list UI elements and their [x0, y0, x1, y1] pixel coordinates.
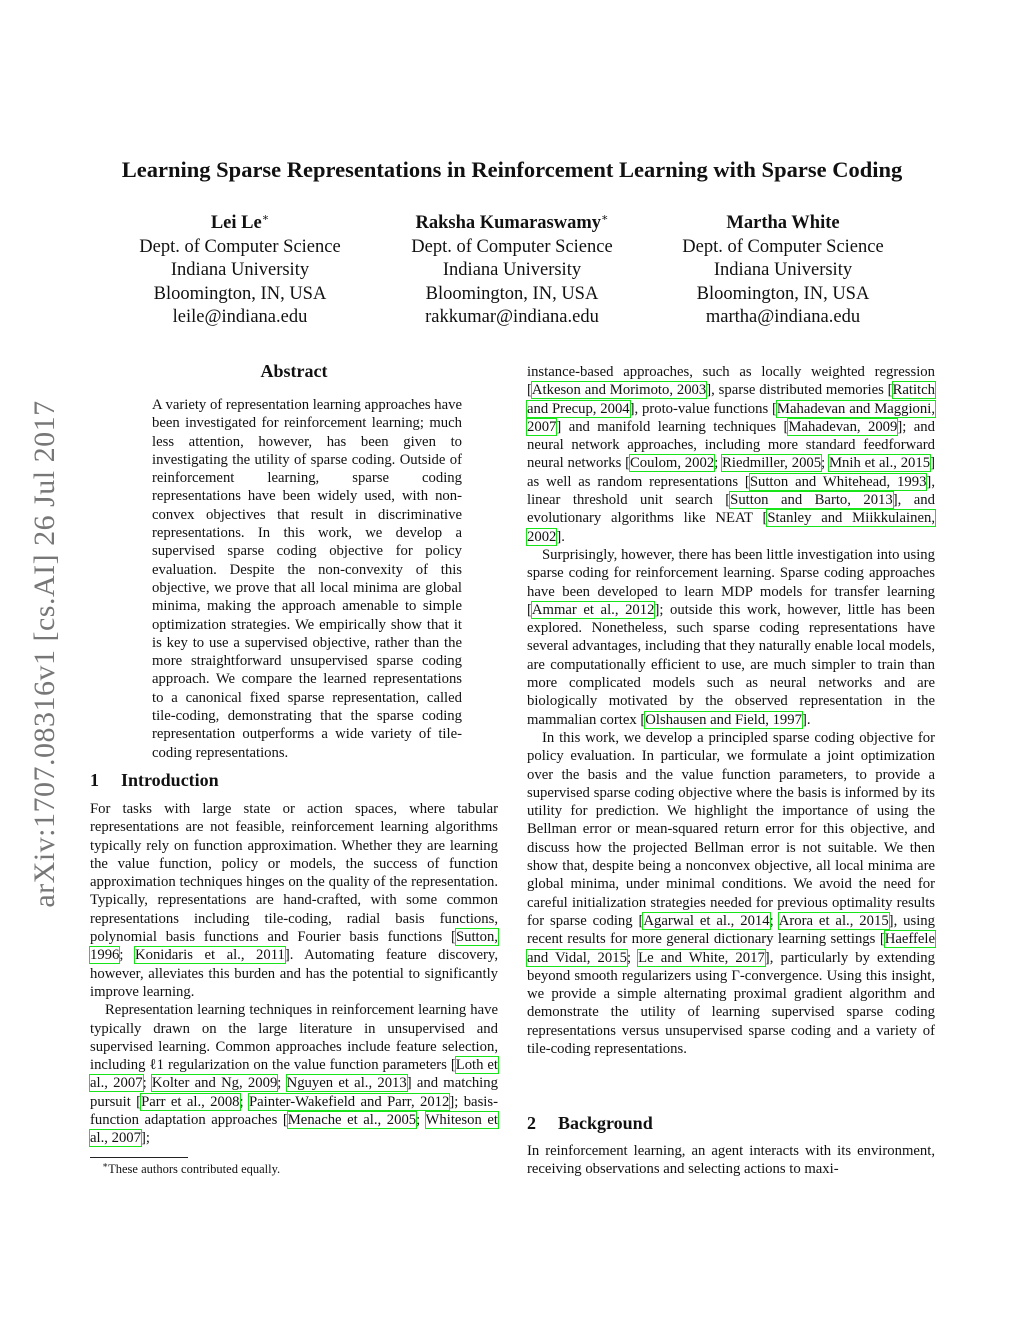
citation-link[interactable]: Olshausen and Field, 1997: [645, 711, 802, 728]
citation-link[interactable]: Loth et al., 2007: [90, 1057, 498, 1092]
paragraph: In reinforcement learning, an agent interacts with its environment, receiving observations and selecting actions to maxi-: [527, 1143, 935, 1178]
author-univ: Indiana University: [713, 260, 853, 281]
citation-link[interactable]: Mahadevan and Maggioni, 2007: [527, 400, 935, 435]
footnote: ∗These authors contributed equally.: [102, 1160, 281, 1177]
citation-link[interactable]: Agarwal et al., 2014: [643, 912, 770, 929]
citation-link[interactable]: Arora et al., 2015: [778, 912, 889, 929]
section-number: 1: [90, 770, 99, 790]
citation-link[interactable]: Sutton and Whitehead, 1993: [749, 473, 927, 490]
background-column: [527, 1142, 935, 1179]
footnote-rule: [90, 1157, 188, 1158]
author-block: [653, 207, 913, 330]
citation-link[interactable]: Stanley and Miikkulainen, 2002: [527, 510, 935, 545]
citation-link[interactable]: Ratitch and Precup, 2004: [527, 382, 935, 417]
author-block: [382, 207, 642, 330]
citation-link[interactable]: Whiteson et al., 2007: [90, 1112, 498, 1147]
author-name: Raksha Kumaraswamy∗: [415, 212, 609, 234]
paragraph: Surprisingly, however, there has been little investigation into using sparse coding for reinforcement learning. Sparse coding approaches have been developed to learn MDP models for transfer learning [Ammar et al., 2012]; outside this work, however, little has been explored. Nonetheless, such sparse coding representations have several advantages, including that they naturally enable local models, are computationally efficient to use, are much simpler to train than more complicated models such as neural networks and are biologically motivated by the observed representation in the mammalian cortex [Olshausen and Field, 1997].: [527, 546, 935, 728]
citation-link[interactable]: Sutton, 1996: [90, 929, 498, 964]
citation-link[interactable]: Mnih et al., 2015: [829, 455, 931, 472]
author-location: Bloomington, IN, USA: [425, 283, 599, 304]
author-block: [110, 207, 370, 330]
author-dept: Dept. of Computer Science: [139, 236, 341, 257]
citation-link[interactable]: Mahadevan, 2009: [788, 418, 898, 435]
paragraph: In this work, we develop a principled sparse coding objective for policy evaluation. In particular, we formulate a joint optimization over the basis and the value function parameters, to provide a supervised sparse coding objective where the basis is informed by its utility for prediction. We highlight the importance of using the Bellman error or mean-squared return error for this objective, and discuss how the projected Bellman error is not suitable. We then show that, despite being a nonconvex objective, all local minima are global minima, under minimal conditions. We avoid the need for careful initialization strategies needed for previous optimality results for sparse coding [Agarwal et al., 2014; Arora et al., 2015], using recent results for more general dictionary learning settings [Haeffele and Vidal, 2015; Le and White, 2017], particularly by extending beyond smooth regularizers using Γ-convergence. Using this insight, we provide a simple alternating proximal gradient algorithm and demonstrate the utility of learning supervised sparse coding representations versus unsupervised sparse coding and a variety of tile-coding representations.: [527, 729, 935, 1057]
author-name: Martha White: [726, 213, 840, 234]
author-dept: Dept. of Computer Science: [682, 236, 884, 257]
right-column: [527, 363, 935, 1058]
author-univ: Indiana University: [170, 260, 310, 281]
citation-link[interactable]: Menache et al., 2005: [287, 1112, 417, 1129]
introduction-column: [90, 800, 498, 1148]
paper-title: Learning Sparse Representations in Reinforcement Learning with Sparse Coding: [121, 157, 903, 182]
author-location: Bloomington, IN, USA: [153, 283, 327, 304]
section-title: Background: [558, 1113, 653, 1133]
author-univ: Indiana University: [442, 260, 582, 281]
paragraph: For tasks with large state or action spaces, where tabular representations are not feasible, reinforcement learning algorithms typically rely on function approximation. Whether they are learning the value function, policy or models, the success of function approximation techniques hinges on the quality of the representation. Typically, representations are hand-crafted, with some common representations including tile-coding, radial basis functions, polynomial basis functions and Fourier basis functions [Sutton, 1996; Konidaris et al., 2011]. Automating feature discovery, however, alleviates this burden and has the potential to significantly improve learning.: [90, 801, 498, 1000]
citation-link[interactable]: Nguyen et al., 2013: [286, 1075, 407, 1092]
citation-link[interactable]: Atkeson and Morimoto, 2003: [531, 382, 707, 399]
citation-link[interactable]: Le and White, 2017: [638, 949, 765, 966]
citation-link[interactable]: Sutton and Barto, 2013: [730, 492, 893, 509]
abstract-heading: Abstract: [260, 361, 328, 381]
author-email: martha@indiana.edu: [705, 307, 861, 328]
citation-link[interactable]: Konidaris et al., 2011: [135, 947, 285, 964]
abstract-text: A variety of representation learning approaches have been investigated for reinforcement learning; much less attention, however, has been given to investigating the utility of sparse coding. Outside of reinforcement learning, sparse coding representations have been widely used, with non-convex objectives that result in discriminative representations. In this work, we develop a supervised sparse coding objective for policy evaluation. Despite the non-convexity of this objective, we prove that all local minima are global minima, making the approach amenable to simple optimization strategies. We empirically show that it is key to use a supervised objective, rather than the more straightforward unsupervised sparse coding approach. We compare the learned representations to a canonical fixed sparse representation, called tile-coding, demonstrating that the sparse coding representation outperforms a wide variety of tile-coding representations.: [152, 397, 462, 761]
citation-link[interactable]: Riedmiller, 2005: [722, 455, 822, 472]
author-location: Bloomington, IN, USA: [696, 283, 870, 304]
paragraph: instance-based approaches, such as locally weighted regression [Atkeson and Morimoto, 2003], sparse distributed memories [Ratitch and Precup, 2004], proto-value functions [Mahadevan and Maggioni, 2007] and manifold learning techniques [Mahadevan, 2009]; and neural network approaches, including more standard feedforward neural networks [Coulom, 2002; Riedmiller, 2005; Mnih et al., 2015] as well as random representations [Sutton and Whitehead, 1993], linear threshold unit search [Sutton and Barto, 2013], and evolutionary algorithms like NEAT [Stanley and Miikkulainen, 2002].: [527, 364, 935, 545]
section-heading-background: [527, 1113, 653, 1134]
section-title: Introduction: [121, 770, 219, 790]
arxiv-identifier: arXiv:1707.08316v1 [cs.AI] 26 Jul 2017: [28, 400, 61, 908]
citation-link[interactable]: Coulom, 2002: [630, 455, 715, 472]
citation-link[interactable]: Haeffele and Vidal, 2015: [527, 931, 935, 966]
author-email: leile@indiana.edu: [172, 307, 308, 328]
paragraph: Representation learning techniques in reinforcement learning have typically drawn on the large literature in unsupervised and supervised learning. Common approaches include feature selection, including ℓ1 regularization on the value function parameters [Loth et al., 2007; Kolter and Ng, 2009; Nguyen et al., 2013] and matching pursuit [Parr et al., 2008; Painter-Wakefield and Parr, 2012]; basis-function adaptation approaches [Menache et al., 2005; Whiteson et al., 2007];: [90, 1002, 498, 1147]
citation-link[interactable]: Painter-Wakefield and Parr, 2012: [248, 1093, 450, 1110]
section-number: 2: [527, 1113, 536, 1133]
author-dept: Dept. of Computer Science: [411, 236, 613, 257]
citation-link[interactable]: Parr et al., 2008: [141, 1093, 240, 1110]
author-email: rakkumar@indiana.edu: [425, 307, 599, 328]
citation-link[interactable]: Kolter and Ng, 2009: [151, 1075, 278, 1092]
citation-link[interactable]: Ammar et al., 2012: [531, 601, 655, 618]
author-name: Lei Le∗: [210, 212, 270, 234]
section-heading-introduction: [90, 770, 219, 791]
